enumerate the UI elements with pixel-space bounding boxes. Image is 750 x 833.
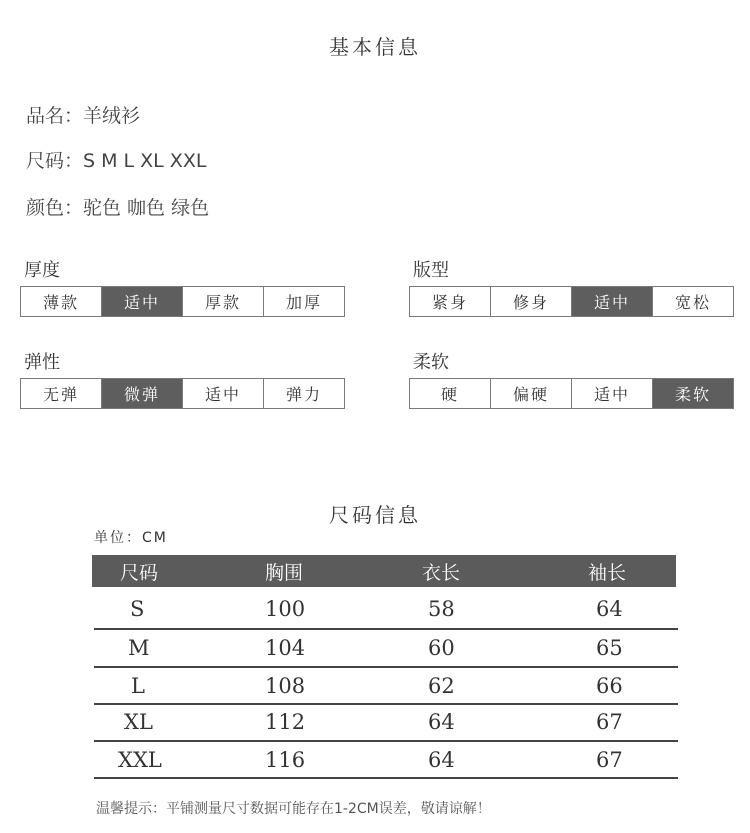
softness-label: 柔软 — [413, 352, 449, 373]
scale-option: 修身 — [490, 287, 571, 316]
cell-chest: 108 — [265, 674, 306, 698]
softness-scale — [409, 378, 734, 409]
header-chest: 胸围 — [265, 561, 304, 584]
cell-sleeve: 64 — [596, 597, 623, 621]
elasticity-label: 弹性 — [24, 352, 60, 373]
color-line: 颜色：驼色 咖色 绿色 — [26, 197, 210, 219]
header-length: 衣长 — [422, 561, 461, 584]
scale-option: 加厚 — [263, 287, 344, 316]
cell-size: L — [131, 674, 145, 698]
product-name-line: 品名：羊绒衫 — [26, 105, 141, 127]
scale-option: 厚款 — [182, 287, 263, 316]
cell-size: S — [130, 597, 145, 621]
cell-sleeve: 67 — [596, 748, 623, 772]
unit-label: 单位：CM — [94, 530, 168, 546]
scale-option: 硬 — [440, 385, 459, 404]
scale-option: 适中 — [101, 287, 182, 316]
size-table-header — [92, 555, 676, 587]
cell-length: 58 — [428, 597, 455, 621]
cell-size: XXL — [118, 748, 162, 772]
fit-label: 版型 — [413, 260, 449, 281]
cell-chest: 116 — [265, 748, 306, 772]
measurement-note: 温馨提示：平铺测量尺寸数据可能存在1-2CM误差，敬请谅解！ — [96, 801, 491, 817]
fit-scale — [409, 286, 734, 317]
header-size: 尺码 — [120, 561, 159, 584]
table-row — [94, 668, 678, 706]
basic-info-title: 基本信息 — [329, 35, 421, 59]
thickness-label: 厚度 — [24, 260, 60, 281]
scale-option: 微弹 — [101, 379, 182, 408]
cell-length: 62 — [428, 674, 455, 698]
table-row — [94, 630, 678, 668]
cell-sleeve: 67 — [596, 710, 623, 734]
scale-option: 偏硬 — [490, 379, 571, 408]
cell-size: M — [128, 636, 150, 660]
scale-option: 适中 — [571, 287, 652, 316]
table-row — [94, 742, 678, 780]
scale-option: 适中 — [182, 379, 263, 408]
scale-option: 柔软 — [652, 379, 733, 408]
cell-chest: 100 — [265, 597, 306, 621]
cell-chest: 104 — [265, 636, 306, 660]
cell-length: 64 — [428, 710, 455, 734]
scale-option: 紧身 — [431, 293, 468, 312]
cell-sleeve: 66 — [596, 674, 623, 698]
row-divider — [94, 777, 678, 779]
table-row — [94, 591, 678, 629]
cell-size: XL — [124, 710, 153, 734]
table-row — [94, 704, 678, 742]
scale-option: 适中 — [571, 379, 652, 408]
thickness-scale — [20, 286, 345, 317]
scale-option: 无弹 — [42, 385, 79, 404]
scale-option: 薄款 — [42, 293, 79, 312]
elasticity-scale — [20, 378, 345, 409]
scale-option: 宽松 — [652, 287, 733, 316]
cell-length: 64 — [428, 748, 455, 772]
cell-length: 60 — [428, 636, 455, 660]
cell-chest: 112 — [265, 710, 306, 734]
scale-option: 弹力 — [263, 379, 344, 408]
size-line: 尺码：S M L XL XXL — [26, 150, 207, 172]
size-info-title: 尺码信息 — [329, 503, 421, 527]
header-sleeve: 袖长 — [588, 561, 627, 584]
cell-sleeve: 65 — [596, 636, 623, 660]
